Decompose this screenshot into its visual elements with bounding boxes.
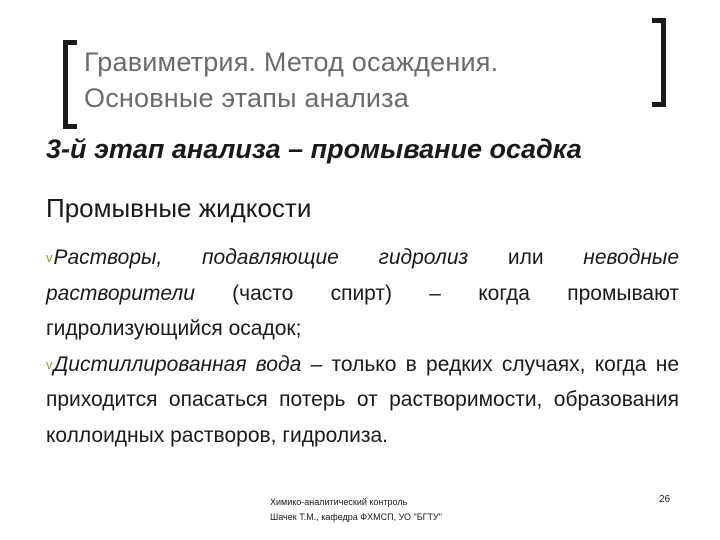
- title-left-bracket: [63, 40, 77, 129]
- bullet-item: [46, 240, 679, 347]
- section-heading: Промывные жидкости: [46, 193, 312, 223]
- bullet-text: или: [468, 246, 584, 269]
- bullet-text: (часто спирт) – когда промывают гидролизующийся осадок;: [46, 281, 679, 340]
- slide-title-line-1: Гравиметрия. Метод осаждения.: [84, 47, 499, 77]
- bullet-emphasis: Дистиллированная вода: [53, 352, 302, 376]
- checkmark-bullet-icon: v: [46, 250, 53, 265]
- bullet-list: [46, 240, 679, 453]
- footer-line-1: Химико-аналитический контроль: [270, 497, 408, 507]
- slide-title: [84, 44, 644, 116]
- footer-line-2: Шачек Т.М., кафедра ФХМСП, УО "БГТУ": [270, 512, 442, 522]
- title-right-bracket: [652, 18, 666, 107]
- slide-title-line-2: Основные этапы анализа: [84, 83, 409, 113]
- slide-footer: [270, 495, 442, 525]
- bullet-emphasis: неводные растворители: [46, 246, 680, 305]
- checkmark-bullet-icon: v: [46, 356, 53, 372]
- bullet-text: – только в редких случаях, когда не приходится опасаться потерь от растворимости, образования коллоидных растворов, гидролиза.: [46, 352, 679, 447]
- bullet-item: [46, 347, 679, 454]
- slide-subtitle: 3-й этап анализа – промывание осадка: [46, 134, 582, 164]
- bullet-emphasis: Растворы, подавляющие гидролиз: [53, 246, 469, 269]
- page-number: 26: [659, 494, 671, 505]
